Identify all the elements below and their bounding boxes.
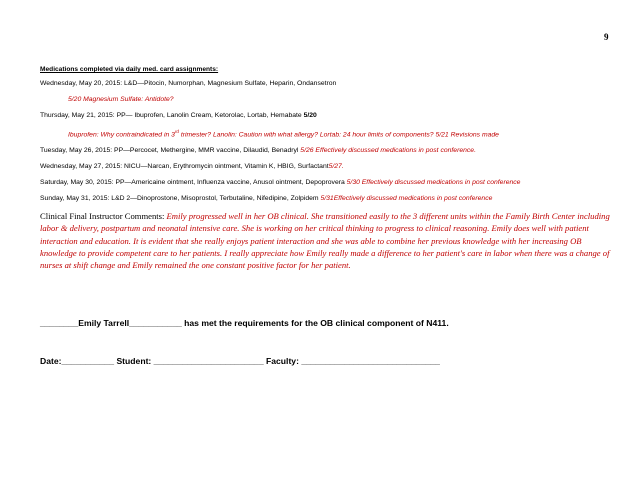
entry-may-26 <box>40 146 610 155</box>
entry-may-27 <box>40 162 610 171</box>
signature-line: Date:___________ Student: _______________________ Faculty: _____________________________ <box>40 356 440 366</box>
entry-note-may-21 <box>40 127 610 139</box>
instructor-comments-label: Clinical Final Instructor Comments: <box>40 211 167 222</box>
entry-may-30 <box>40 178 610 187</box>
entry-may-21 <box>40 111 610 120</box>
instructor-comments <box>40 210 612 271</box>
document-body <box>40 66 610 271</box>
entry-text: Sunday, May 31, 2015: L&D 2—Dinoprostone, Misoprostol, Terbutaline, Nifedipine, Zolpidem <box>40 195 321 203</box>
requirement-statement: ________Emily Tarrell___________ has met the requirements for the OB clinical component of N411. <box>40 318 449 328</box>
entry-may-31 <box>40 194 610 203</box>
medications-heading: Medications completed via daily med. card assignments: <box>40 66 219 73</box>
entry-note-post: trimester? Lanolin: Caution with what allergy? Lortab: 24 hour limits of components? 5/21 Revisions made <box>178 131 499 139</box>
entry-text: Wednesday, May 20, 2015: L&D—Pitocin, Numorphan, Magnesium Sulfate, Heparin, Ondansetron <box>40 80 337 87</box>
entry-text: Saturday, May 30, 2015: PP—Americaine ointment, Influenza vaccine, Anusol ointment, Depoprovera <box>40 179 347 187</box>
entry-note: 5/20 Magnesium Sulfate: Antidote? <box>68 96 174 103</box>
entry-may-20 <box>40 79 610 88</box>
instructor-comments-text: Emily progressed well in her OB clinical. She transitioned easily to the 3 different units within the Family Birth Center including labor & delivery, postpartum and neonatal intensive care. She is working on her critical thinking to progress to clinical reasoning. Emily does well with patient interaction and education. It is evident that she really enjoys patient interaction and she was able to combine her previous knowledge with her increasing OB knowledge to provide competent care to her patients. I really appreciate how Emily really made a difference to her patient's care in labor when there was a change of nurses at shift change and Emily remained the one constant positive factor for her patient. <box>40 211 610 271</box>
entry-note: 5/30 Effectively discussed medications in post conference <box>346 179 521 187</box>
page-number: 9 <box>604 32 609 42</box>
entry-text: Tuesday, May 26, 2015: PP—Percocet, Methergine, MMR vaccine, Dilaudid, Benadryl <box>40 147 301 155</box>
entry-note-pre: Ibuprofen: Why contraindicated in 3 <box>68 131 175 139</box>
entry-note-sup: rd <box>174 129 179 134</box>
entry-note: 5/27. <box>328 163 344 171</box>
entry-note-may-20 <box>40 95 610 104</box>
entry-text: Thursday, May 21, 2015: PP— Ibuprofen, Lanolin Cream, Ketorolac, Lortab, Hemabate <box>40 112 304 119</box>
entry-note: 5/31Effectively discussed medications in post conference <box>320 195 493 203</box>
entry-date-mark: 5/20 <box>303 112 317 119</box>
entry-note: 5/26 Effectively discussed medications in post conference. <box>300 147 476 155</box>
entry-text: Wednesday, May 27, 2015: NICU—Narcan, Erythromycin ointment, Vitamin K, HBIG, Surfactant <box>40 163 329 171</box>
